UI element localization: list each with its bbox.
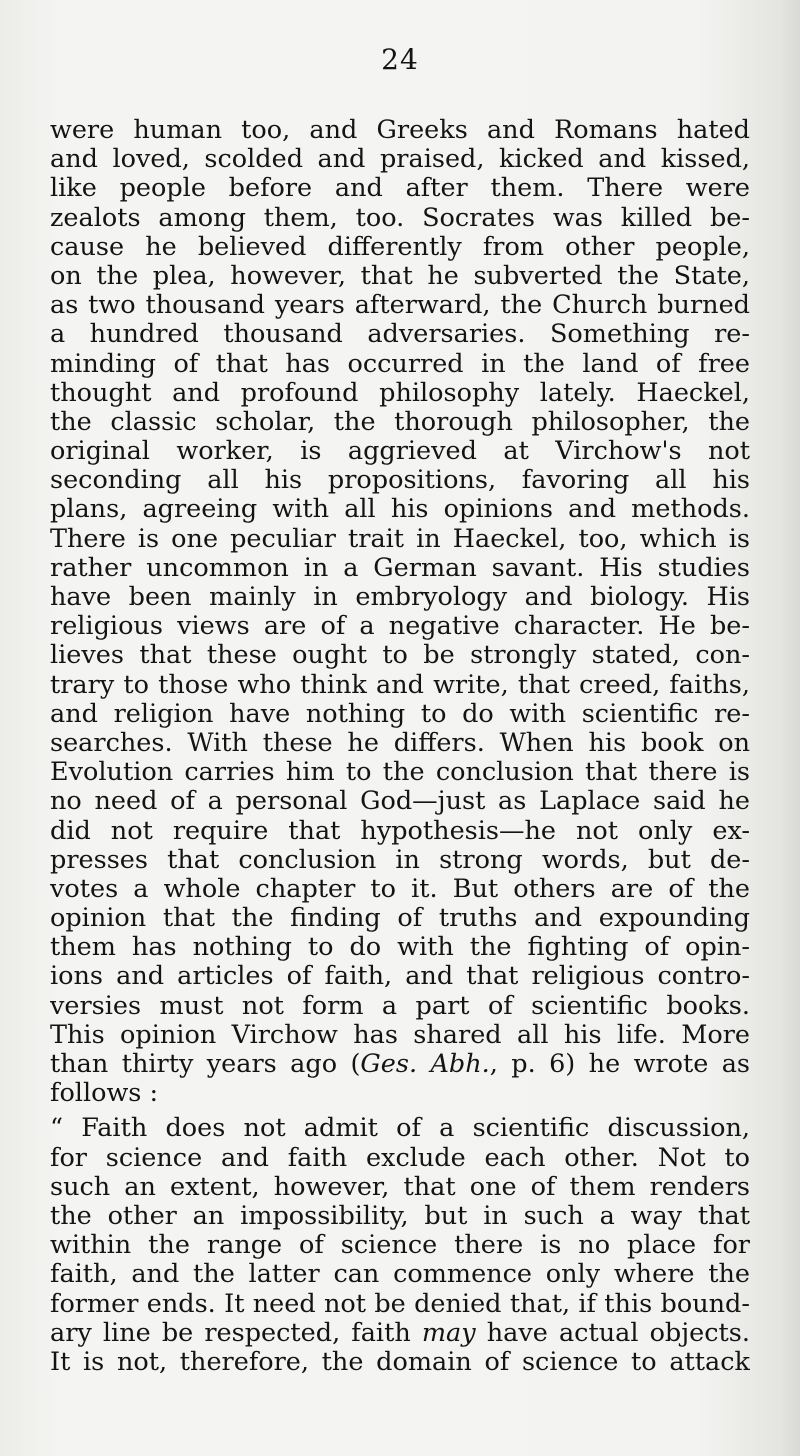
quote-line: former ends. It need not be denied that, if this bound-	[50, 1289, 750, 1319]
citation-work-title: Ges. Abh.	[360, 1050, 490, 1079]
quote-line: within the range of science there is no place for	[50, 1231, 750, 1261]
text-line: and loved, scolded and praised, kicked and kissed,	[50, 145, 750, 175]
text-line: lieves that these ought to be strongly stated, con-	[50, 641, 750, 671]
text-line: seconding all his propositions, favoring all his	[50, 466, 750, 496]
text-line: trary to those who think and write, that creed, faiths,	[50, 670, 750, 700]
text-line: the classic scholar, the thorough philosopher, the	[50, 407, 750, 437]
quote-first-line: “ Faith does not admit of a scientific discussion,	[50, 1114, 750, 1144]
quote-may-before: ary line be respected, faith	[50, 1318, 422, 1348]
text-line: rather uncommon in a German savant. His studies	[50, 553, 750, 583]
text-line: opinion that the finding of truths and expounding	[50, 904, 750, 934]
quote-line: the other an impossibility, but in such a way that	[50, 1201, 750, 1231]
quote-may-line	[50, 1319, 750, 1348]
text-line: were human too, and Greeks and Romans hated	[50, 116, 750, 145]
text-line: ions and articles of faith, and that religious contro-	[50, 962, 750, 992]
text-line: original worker, is aggrieved at Virchow's not	[50, 437, 750, 467]
text-line: a hundred thousand adversaries. Something re-	[50, 320, 750, 350]
citation-line	[50, 1050, 750, 1079]
quote-may-emphasis: may	[421, 1318, 476, 1348]
text-line: on the plea, however, that he subverted the State,	[50, 261, 750, 291]
text-line: and religion have nothing to do with scientific re-	[50, 699, 750, 729]
text-line: did not require that hypothesis—he not only ex-	[50, 816, 750, 846]
text-line: cause he believed differently from other people,	[50, 232, 750, 262]
quote-line: faith, and the latter can commence only where the	[50, 1260, 750, 1290]
follows-line: follows :	[50, 1079, 159, 1109]
text-line: have been mainly in embryology and biology. His	[50, 583, 750, 612]
text-line: presses that conclusion in strong words, but de-	[50, 845, 750, 875]
quote-final-line: It is not, therefore, the domain of science to attack	[50, 1347, 750, 1377]
text-line: minding of that has occurred in the land of free	[50, 349, 750, 379]
text-line: plans, agreeing with all his opinions and methods.	[50, 495, 750, 525]
body-text	[50, 116, 750, 1377]
text-line: thought and profound philosophy lately. Haeckel,	[50, 378, 750, 408]
text-line: This opinion Virchow has shared all his life. More	[50, 1020, 750, 1050]
page-number: 24	[381, 43, 419, 76]
text-line: There is one peculiar trait in Haeckel, too, which is	[50, 524, 750, 554]
paragraph-main	[50, 116, 750, 1108]
text-line: like people before and after them. There were	[50, 174, 750, 204]
text-line: Evolution carries him to the conclusion that there is	[50, 758, 750, 788]
text-line: them has nothing to do with the fighting of opin-	[50, 933, 750, 963]
block-quote	[50, 1114, 750, 1377]
citation-before: than thirty years ago (	[50, 1050, 361, 1079]
text-line: searches. With these he differs. When his book on	[50, 728, 750, 758]
text-line: votes a whole chapter to it. But others are of the	[50, 874, 750, 904]
text-line: religious views are of a negative character. He be-	[50, 612, 750, 642]
quote-line: such an extent, however, that one of them renders	[50, 1172, 750, 1202]
citation-after: , p. 6) he wrote as	[489, 1050, 750, 1079]
text-line: no need of a personal God—just as Laplace said he	[50, 787, 750, 817]
text-line: versies must not form a part of scientific books.	[50, 991, 750, 1021]
quote-may-after: have actual objects.	[475, 1318, 750, 1348]
text-line: zealots among them, too. Socrates was killed be-	[50, 203, 750, 233]
text-line: as two thousand years afterward, the Church burned	[50, 291, 750, 321]
quote-line: for science and faith exclude each other. Not to	[50, 1143, 750, 1173]
